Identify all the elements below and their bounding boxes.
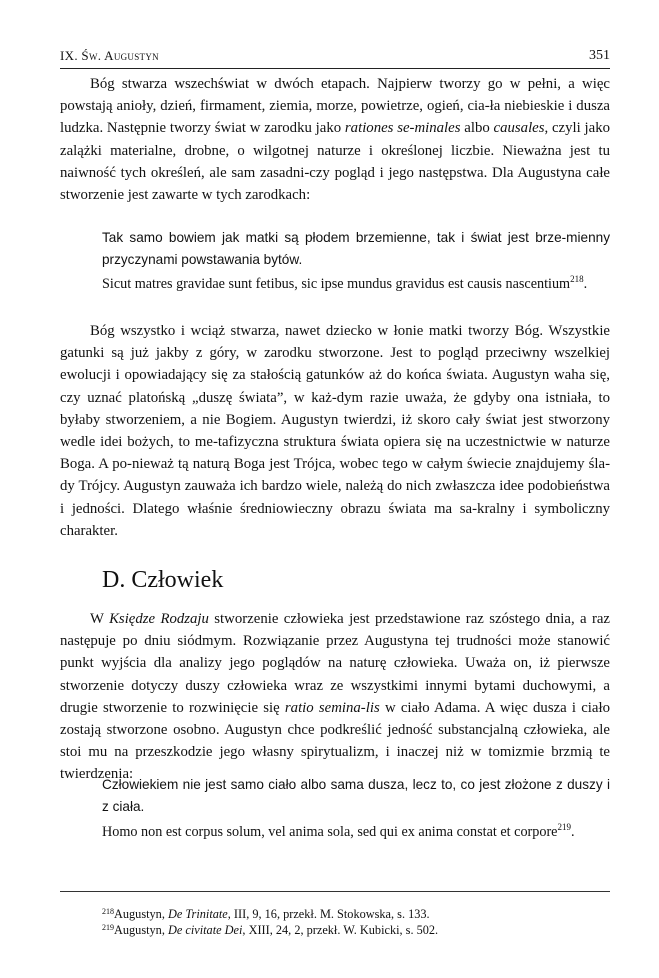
footnote-title: De civitate Dei [167,923,243,937]
text-run: stworzenie człowieka jest przedstawione raz szóstego dnia, a raz następuje po dniu siódmym. Rozwiązanie przez Augustyna tej trudności może stanowić punkt wyjścia dla analizy jego poglądów na naturę człowieka. Uważa on, iż pierwsze stworzenie dotyczy duszy człowieka wraz ze wszystkimi innymi bytami duchowymi, a drugie stworzenie to rozwinięcie się [60,611,611,716]
quote-latin-1: Sicut matres gravidae sunt fetibus, sic ipse mundus gravidus est causis nascentium$^{218}$. [102,274,588,292]
paragraph-creation-stages [60,73,610,206]
italic-term: Księdze Rodzaju [109,611,209,627]
footnote-author: Augustyn, [114,923,168,937]
running-head [60,48,610,68]
paragraph-human-creation [60,608,610,786]
page-number: 351 [589,48,610,63]
footnote [102,906,610,922]
italic-term: rationes se-minales [344,120,461,137]
text-run: , czyli jako zalążki materialne, drobne, o wilgotnej naturze i określonej liczbie. Nieważna jest tu naiwność tych określeń, ale sam zasadni-czy pogląd i jego następstwa. Dla Augustyna całe stworzenie jest zawarte w tych zarodkach: [60,120,611,204]
footnote-ref[interactable]: 219 [557,822,571,832]
quote-polish-2: Człowiekiem nie jest samo ciało albo sama dusza, lecz to, co jest złożone z duszy i z ciała. [102,777,610,814]
footnote-title: De Trinitate [167,907,228,921]
italic-term: ratio semina-lis [284,699,380,716]
footnote-details: , XIII, 24, 2, przekł. W. Kubicki, s. 502. [242,923,439,937]
header-rule [60,68,610,69]
paragraph-god-creates: Bóg wszystko i wciąż stwarza, nawet dziecko w łonie matki tworzy Bóg. Wszystkie gatunki są już jakby z góry, w zarodku stworzone. Jest to pogląd przeciwny wszelkiej ewolucji i opowiadający się za stałością gatunków aż do końca świata. Augustyn waha się, czy uznać platońską „duszę świata”, w każ-dym razie uważa, że gdyby ona istniała, to byłaby stworzeniem, a nie Bogiem. Augustyn twierdzi, iż skoro cały świat jest stworzony wedle idei bożych, to me-tafizyczna struktura świata opiera się na uczestnictwie w naturze Boga. A po-nieważ tą naturą Boga jest Trójca, wobec tego w całym świecie znajdujemy śla-dy Trójcy. Augustyn zauważa ich bardzo wiele, należą do nich zwłaszcza idee podobieństwa i jedności. Dlatego właśnie średniowieczny obrazu świata ma sa-kralny i symboliczny charakter. [60,323,610,539]
italic-term: causales [493,120,545,137]
footnote-number: 218 [102,907,114,916]
section-heading: D. Człowiek [102,567,224,593]
footnote-details: , III, 9, 16, przekł. M. Stokowska, s. 133. [227,907,430,921]
quote-latin-2: Homo non est corpus solum, vel anima sola, sed qui ex anima constat et corpore$^{219}$. [102,822,575,840]
footnote-ref[interactable]: 218 [570,274,584,284]
footnote-author: Augustyn, [114,907,168,921]
text-run: Bóg stwarza wszechświat w dwóch etapach. Najpierw tworzy go w pełni, a więc powstają anioły, dzień, firmament, ziemia, morze, powietrze, ogień, cia-ła niebieskie i dusza ludzka. Następnie tworzy świat w zarodku jako [60,76,610,137]
text-run: w ciało Adama. A więc dusza i ciało zostają stworzone osobno. Augustyn chce podkreślić jedność substancjalną człowieka, ale stoi mu na przeszkodzie jego własny spirytualizm, i inaczej niż w tomizmie brzmią te twierdzenia: [60,699,610,783]
text-run: albo [460,120,494,137]
chapter-title: IX. Św. Augustyn [60,48,159,63]
footnote-rule [60,891,610,892]
footnote-number: 219 [102,923,114,932]
quote-polish-1: Tak samo bowiem jak matki są płodem brzemienne, tak i świat jest brze-mienny przyczynami powstawania bytów. [102,230,610,267]
text-run: W [90,611,110,627]
footnote [102,922,610,938]
latin-text: Sicut matres gravidae sunt fetibus, sic ipse mundus gravidus est causis nascentium [102,276,571,292]
latin-text: Homo non est corpus solum, vel anima sola, sed qui ex anima constat et corpore [102,824,558,840]
